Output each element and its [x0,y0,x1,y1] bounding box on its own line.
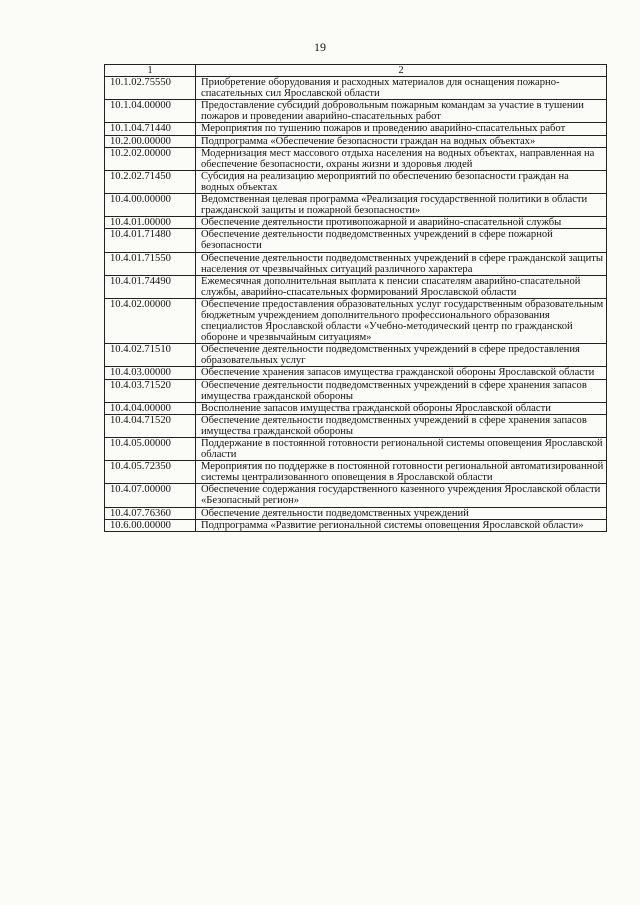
page-number: 19 [314,40,326,54]
row-name: Обеспечение деятельности подведомственных учреждений в сфере хранения запасов имущества гражданской обороны [196,414,607,437]
row-code: 10.4.00.00000 [105,194,196,217]
classification-table [104,64,607,532]
table-row [105,438,607,461]
row-code: 10.4.01.71480 [105,229,196,252]
row-name: Ведомственная целевая программа «Реализация государственной политики в области гражданской защиты и пожарной безопасности» [196,194,607,217]
table-row [105,402,607,414]
row-name: Модернизация мест массового отдыха населения на водных объектах, направленная на обеспечение безопасности, охраны жизни и здоровья людей [196,147,607,170]
column-header-1: 1 [105,65,196,77]
row-code: 10.4.01.00000 [105,217,196,229]
row-name: Обеспечение деятельности подведомственных учреждений в сфере гражданской защиты населения от чрезвычайных ситуаций различного характера [196,252,607,275]
row-code: 10.4.07.76360 [105,507,196,519]
table-row [105,100,607,123]
row-code: 10.4.03.71520 [105,379,196,402]
row-name: Мероприятия по тушению пожаров и проведению аварийно-спасательных работ [196,123,607,135]
table-row [105,275,607,298]
row-code: 10.4.02.00000 [105,298,196,343]
row-name: Субсидия на реализацию мероприятий по обеспечению безопасности граждан на водных объектах [196,170,607,193]
table-row [105,379,607,402]
row-name: Обеспечение деятельности противопожарной и аварийно-спасательной службы [196,217,607,229]
table-row [105,217,607,229]
row-code: 10.4.02.71510 [105,344,196,367]
row-code: 10.4.04.00000 [105,402,196,414]
row-name: Обеспечение деятельности подведомственных учреждений в сфере пожарной безопасности [196,229,607,252]
table-header-row [105,65,607,77]
row-name: Обеспечение деятельности подведомственных учреждений в сфере хранения запасов имущества гражданской обороны [196,379,607,402]
table-row [105,123,607,135]
row-name: Ежемесячная дополнительная выплата к пенсии спасателям аварийно-спасательной службы, аварийно-спасательных формирований Ярославской области [196,275,607,298]
row-code: 10.2.02.00000 [105,147,196,170]
row-code: 10.1.04.71440 [105,123,196,135]
table-row [105,135,607,147]
row-name: Предоставление субсидий добровольным пожарным командам за участие в тушении пожаров и проведении аварийно-спасательных работ [196,100,607,123]
table-row [105,298,607,343]
row-code: 10.2.02.71450 [105,170,196,193]
table-row [105,367,607,379]
row-name: Поддержание в постоянной готовности региональной системы оповещения Ярославской области [196,438,607,461]
row-code: 10.4.04.71520 [105,414,196,437]
row-code: 10.4.01.74490 [105,275,196,298]
row-code: 10.4.03.00000 [105,367,196,379]
row-code: 10.1.04.00000 [105,100,196,123]
table-row [105,77,607,100]
row-code: 10.4.01.71550 [105,252,196,275]
row-code: 10.4.05.72350 [105,461,196,484]
row-name: Подпрограмма «Обеспечение безопасности граждан на водных объектах» [196,135,607,147]
row-code: 10.4.07.00000 [105,484,196,507]
row-name: Обеспечение содержания государственного казенного учреждения Ярославской области «Безопасный регион» [196,484,607,507]
table-row [105,170,607,193]
row-code: 10.1.02.75550 [105,77,196,100]
row-name: Подпрограмма «Развитие региональной системы оповещения Ярославской области» [196,519,607,531]
table-row [105,147,607,170]
table-row [105,252,607,275]
table-row [105,344,607,367]
row-name: Приобретение оборудования и расходных материалов для оснащения пожарно-спасательных сил Ярославской области [196,77,607,100]
row-name: Обеспечение хранения запасов имущества гражданской обороны Ярославской области [196,367,607,379]
row-name: Обеспечение предоставления образовательных услуг государственным образовательным бюджетным учреждением дополнительного профессионального образования специалистов Ярославской области «Учебно-методический центр по гражданской обороне и чрезвычайным ситуациям» [196,298,607,343]
row-name: Обеспечение деятельности подведомственных учреждений в сфере предоставления образовательных услуг [196,344,607,367]
column-header-2: 2 [196,65,607,77]
table-row [105,229,607,252]
row-code: 10.4.05.00000 [105,438,196,461]
row-name: Обеспечение деятельности подведомственных учреждений [196,507,607,519]
table-row [105,484,607,507]
table-row [105,194,607,217]
table-row [105,507,607,519]
table-row [105,414,607,437]
row-name: Мероприятия по поддержке в постоянной готовности региональной автоматизированной системы централизованного оповещения в Ярославской области [196,461,607,484]
row-code: 10.6.00.00000 [105,519,196,531]
table-row [105,461,607,484]
row-name: Восполнение запасов имущества гражданской обороны Ярославской области [196,402,607,414]
row-code: 10.2.00.00000 [105,135,196,147]
table-row [105,519,607,531]
